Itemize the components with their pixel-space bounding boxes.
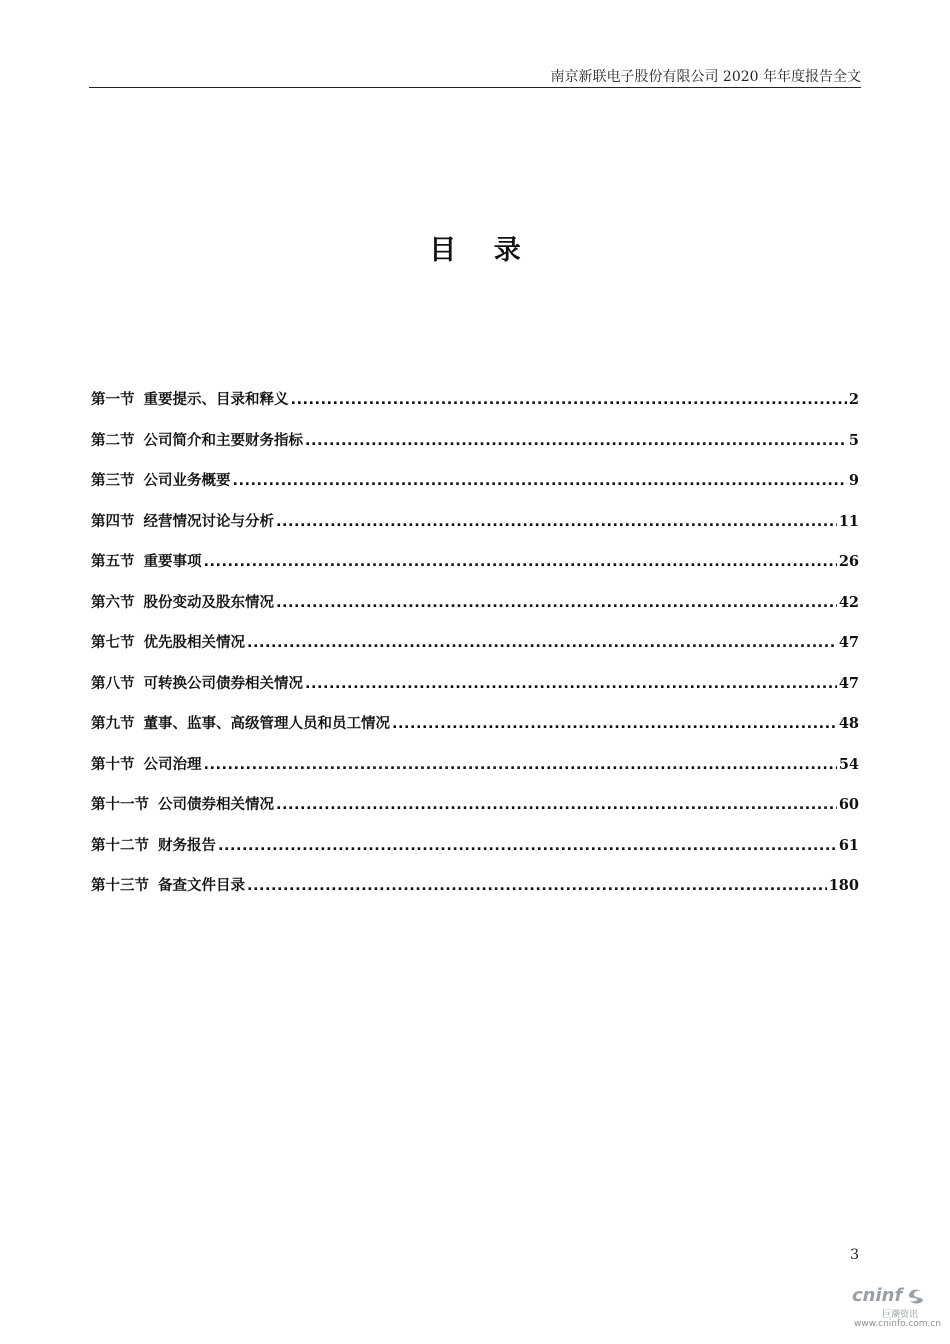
toc-leader-dots [305, 676, 837, 692]
toc-leader-dots [233, 473, 847, 489]
toc-leader-dots [276, 797, 837, 813]
toc-entry[interactable] [91, 510, 859, 551]
toc-heading: 优先股相关情况 [143, 635, 245, 651]
toc-page-number: 2 [848, 391, 859, 408]
toc-section-number: 第二节 [91, 432, 135, 449]
toc-page-number: 48 [838, 715, 859, 732]
toc-entry[interactable] [91, 793, 859, 834]
toc-page-number: 54 [838, 755, 859, 773]
toc-entry[interactable] [91, 550, 859, 591]
toc-heading: 公司业务概要 [143, 473, 231, 489]
toc-section-number: 第一节 [91, 392, 135, 408]
toc-leader-dots [392, 716, 837, 732]
toc-page-number: 5 [848, 431, 859, 449]
toc-heading: 公司债券相关情况 [158, 797, 274, 813]
logo-brand: cninf [852, 1285, 903, 1306]
toc-section-number: 第六节 [91, 594, 135, 611]
toc-section-number: 第八节 [91, 675, 135, 692]
toc-section-number: 第四节 [91, 513, 135, 530]
toc-leader-dots [247, 635, 837, 651]
logo-url: www.cninfo.com.cn [854, 1319, 942, 1329]
toc-section-number: 第十节 [91, 756, 135, 773]
toc-entry[interactable] [91, 631, 859, 672]
toc-section-number: 第十二节 [91, 837, 149, 854]
toc-section-number: 第三节 [91, 473, 135, 489]
toc-leader-dots [204, 554, 837, 570]
toc-page-number: 47 [838, 674, 859, 692]
toc-leader-dots [276, 595, 837, 611]
toc-heading: 股份变动及股东情况 [143, 594, 274, 611]
toc-heading: 董事、监事、高级管理人员和员工情况 [143, 716, 390, 732]
toc-entry[interactable] [91, 591, 859, 632]
toc-entry[interactable] [91, 874, 859, 915]
toc-heading: 重要提示、目录和释义 [143, 392, 289, 408]
toc-entry[interactable] [91, 834, 859, 875]
toc-page-number: 180 [828, 877, 859, 894]
toc-entry[interactable] [91, 753, 859, 794]
table-of-contents [91, 388, 859, 915]
toc-page-number: 11 [838, 512, 859, 530]
toc-page-number: 47 [838, 634, 859, 651]
toc-leader-dots [218, 838, 837, 854]
toc-page-number: 9 [848, 472, 859, 489]
toc-entry[interactable] [91, 429, 859, 470]
toc-heading: 重要事项 [143, 554, 202, 570]
toc-entry[interactable] [91, 469, 859, 510]
running-header: 南京新联电子股份有限公司 2020 年年度报告全文 [550, 69, 861, 85]
toc-section-number: 第七节 [91, 635, 135, 651]
toc-leader-dots [291, 392, 847, 408]
toc-section-number: 第十三节 [91, 878, 149, 894]
toc-page-number: 26 [838, 553, 859, 570]
toc-heading: 经营情况讨论与分析 [143, 513, 274, 530]
cninfo-logo [852, 1285, 942, 1333]
toc-leader-dots [276, 514, 837, 530]
toc-section-number: 第五节 [91, 554, 135, 570]
toc-heading: 备查文件目录 [158, 878, 245, 894]
toc-entry[interactable] [91, 672, 859, 713]
header-rule [89, 87, 861, 88]
toc-page-number: 61 [838, 836, 859, 854]
toc-entry[interactable] [91, 712, 859, 753]
toc-heading: 公司简介和主要财务指标 [143, 432, 303, 449]
toc-page-number: 60 [838, 796, 859, 813]
page-number: 3 [850, 1247, 859, 1263]
toc-leader-dots [305, 433, 847, 449]
toc-section-number: 第十一节 [91, 797, 149, 813]
swirl-icon [906, 1286, 926, 1306]
toc-heading: 公司治理 [143, 756, 202, 773]
toc-entry[interactable] [91, 388, 859, 429]
page-title: 目 录 [429, 235, 535, 266]
toc-page-number: 42 [838, 593, 859, 611]
logo-subtitle: 巨潮资讯 [882, 1310, 919, 1320]
toc-heading: 财务报告 [158, 837, 216, 854]
toc-leader-dots [204, 757, 837, 773]
toc-section-number: 第九节 [91, 716, 135, 732]
toc-leader-dots [247, 878, 827, 894]
toc-heading: 可转换公司债券相关情况 [143, 675, 303, 692]
